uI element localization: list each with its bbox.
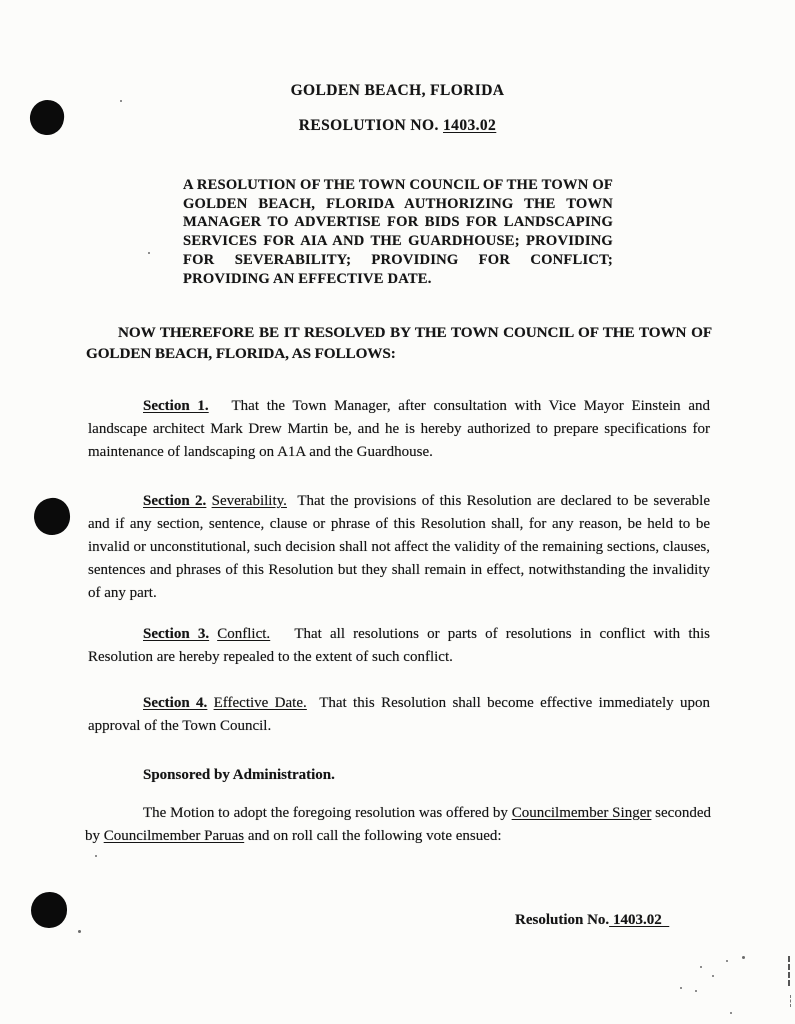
scan-speckle xyxy=(700,966,702,968)
resolved-clause: NOW THEREFORE BE IT RESOLVED BY THE TOWN COUNCIL OF THE TOWN OF GOLDEN BEACH, FLORIDA, AS FOLLOWS: xyxy=(86,324,712,362)
sponsor-line: Sponsored by Administration. xyxy=(143,767,335,783)
document-title-city: GOLDEN BEACH, FLORIDA xyxy=(290,82,505,99)
motion-paragraph: The Motion to adopt the foregoing resolution was offered by Councilmember Singer seconded by Councilmember Paruas and on roll call the following vote ensued: xyxy=(85,805,711,844)
scan-edge-artifact xyxy=(788,956,790,986)
section-4-effective-date-paragraph: Section 4. Effective Date. That this Resolution shall become effective immediately upon approval of the Town Council. xyxy=(88,695,711,734)
section-3-conflict-paragraph: Section 3. Conflict. That all resolutions or parts of resolutions in conflict with this Resolution are hereby repealed to the extent of such conflict. xyxy=(88,626,710,665)
scan-speckle xyxy=(680,987,682,989)
scan-speckle xyxy=(95,855,97,857)
resolution-preamble-paragraph: A RESOLUTION OF THE TOWN COUNCIL OF THE TOWN OF GOLDEN BEACH, FLORIDA AUTHORIZING THE TOWN MANAGER TO ADVERTISE FOR BIDS FOR LANDSCAPING SERVICES FOR AIA AND THE GUARDHOUSE; PROVIDING FOR SEVERABILITY; PROVIDING FOR CONFLICT; PROVIDING AN EFFECTIVE DATE. xyxy=(183,177,613,287)
scan-speckle xyxy=(726,960,728,962)
resolution-number-heading: RESOLUTION NO. 1403.02 xyxy=(298,117,497,134)
scan-speckle xyxy=(712,975,714,977)
section-2-severability-paragraph: Section 2. Severability. That the provisions of this Resolution are declared to be severable and if any section, sentence, clause or phrase of this Resolution shall, for any reason, be held to be invalid or unconstitutional, such decision shall not affect the validity of the remaining sections, clauses, sentences and phrases of this Resolution but they shall remain in effect, notwithstanding the invalidity of any part. xyxy=(88,493,710,601)
scan-edge-artifact xyxy=(790,995,791,1007)
scan-speckle xyxy=(120,100,122,102)
scan-speckle xyxy=(695,990,697,992)
hole-punch-bottom xyxy=(31,892,67,928)
section-1-paragraph: Section 1. That the Town Manager, after consultation with Vice Mayor Einstein and landscape architect Mark Drew Martin be, and he is hereby authorized to prepare specifications for maintenance of landscaping on A1A and the Guardhouse. xyxy=(88,398,711,460)
scan-speckle xyxy=(730,1012,732,1014)
hole-punch-middle xyxy=(32,496,72,537)
scan-speckle xyxy=(148,252,150,254)
scan-speckle xyxy=(78,930,81,933)
footer-resolution-number: Resolution No. 1403.02 xyxy=(515,912,670,928)
scan-speckle xyxy=(742,956,745,959)
